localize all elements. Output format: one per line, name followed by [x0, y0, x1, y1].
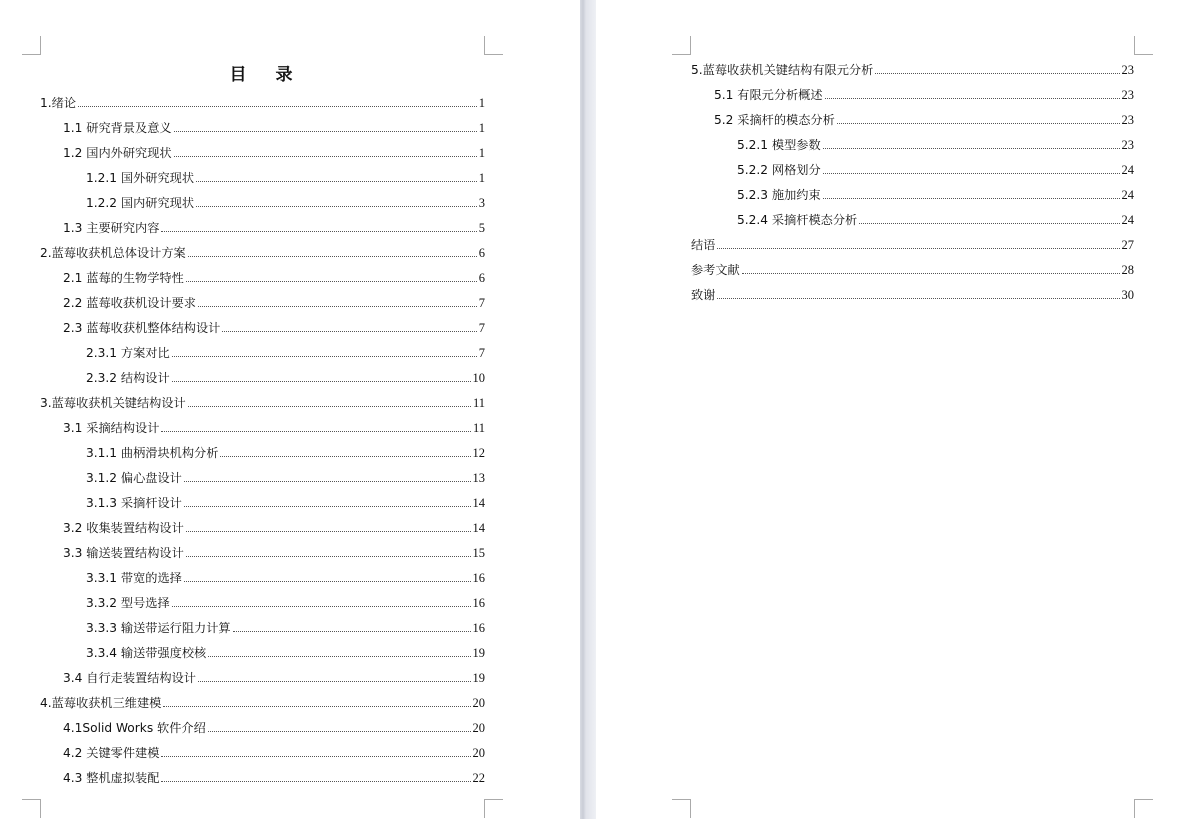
- toc-page-number: 19: [472, 671, 485, 685]
- toc-page-number: 24: [1121, 213, 1134, 227]
- toc-dot-leader: [208, 731, 471, 732]
- toc-entry[interactable]: [40, 461, 485, 486]
- page-corner-mark: [672, 799, 691, 818]
- toc-entry-label: 1.3 主要研究内容: [63, 221, 160, 235]
- document-page-right: [596, 0, 1204, 819]
- toc-entry-label: 5.1 有限元分析概述: [714, 88, 823, 102]
- toc-entry[interactable]: [40, 386, 485, 411]
- toc-entry-label: 3.1.3 采摘杆设计: [86, 496, 182, 510]
- toc-entry[interactable]: [691, 253, 1134, 278]
- toc-entry[interactable]: [40, 511, 485, 536]
- toc-dot-leader: [186, 281, 477, 282]
- toc-entry-label: 3.1.2 偏心盘设计: [86, 471, 182, 485]
- toc-dot-leader: [823, 173, 1120, 174]
- toc-dot-leader: [174, 131, 477, 132]
- toc-entry[interactable]: [40, 711, 485, 736]
- toc-dot-leader: [172, 606, 471, 607]
- page-corner-mark: [22, 36, 41, 55]
- toc-page-number: 12: [472, 446, 485, 460]
- toc-entry[interactable]: [691, 53, 1134, 78]
- toc-entry-label: 3.1 采摘结构设计: [63, 421, 160, 435]
- toc-page-number: 16: [472, 621, 485, 635]
- toc-page-number: 6: [478, 246, 485, 260]
- toc-entry-label: 4.3 整机虚拟装配: [63, 771, 160, 785]
- toc-dot-leader: [186, 556, 471, 557]
- page-corner-mark: [484, 799, 503, 818]
- toc-page-number: 11: [472, 421, 485, 435]
- toc-page-number: 1: [478, 121, 485, 135]
- toc-entry[interactable]: [40, 236, 485, 261]
- toc-entry[interactable]: [40, 636, 485, 661]
- document-page-left: [0, 0, 580, 819]
- toc-entry-label: 2.3.2 结构设计: [86, 371, 170, 385]
- toc-dot-leader: [188, 406, 471, 407]
- page-corner-mark: [672, 36, 691, 55]
- toc-dot-leader: [198, 681, 471, 682]
- toc-page-number: 1: [478, 146, 485, 160]
- toc-dot-leader: [825, 98, 1120, 99]
- toc-page-number: 3: [478, 196, 485, 210]
- toc-entry[interactable]: [691, 103, 1134, 128]
- toc-page-number: 23: [1121, 138, 1134, 152]
- toc-entry[interactable]: [691, 153, 1134, 178]
- toc-entry-label: 2.3 蓝莓收获机整体结构设计: [63, 321, 221, 335]
- toc-page-number: 5: [478, 221, 485, 235]
- toc-entry-label: 1.2.1 国外研究现状: [86, 171, 195, 185]
- toc-page-number: 7: [478, 296, 485, 310]
- toc-entry-label: 5.2.3 施加约束: [737, 188, 821, 202]
- toc-page-number: 16: [472, 571, 485, 585]
- page-corner-mark: [22, 799, 41, 818]
- toc-entry-label: 2.1 蓝莓的生物学特性: [63, 271, 184, 285]
- toc-dot-leader: [717, 298, 1119, 299]
- toc-entry[interactable]: [40, 261, 485, 286]
- toc-entry[interactable]: [40, 361, 485, 386]
- toc-title: 目 录: [229, 65, 299, 85]
- toc-dot-leader: [222, 331, 476, 332]
- toc-page-number: 30: [1121, 288, 1134, 302]
- toc-entry[interactable]: [40, 311, 485, 336]
- toc-entry[interactable]: [40, 611, 485, 636]
- toc-entry-label: 5.蓝莓收获机关键结构有限元分析: [691, 63, 874, 77]
- toc-entry-label: 2.蓝莓收获机总体设计方案: [40, 246, 186, 260]
- toc-entry-label: 3.3.2 型号选择: [86, 596, 170, 610]
- toc-page-number: 20: [472, 721, 485, 735]
- toc-entry-label: 3.3 输送装置结构设计: [63, 546, 184, 560]
- toc-dot-leader: [742, 273, 1120, 274]
- toc-dot-leader: [186, 531, 471, 532]
- toc-dot-leader: [220, 456, 470, 457]
- page-corner-mark: [1134, 799, 1153, 818]
- toc-entry[interactable]: [40, 586, 485, 611]
- toc-entry[interactable]: [691, 203, 1134, 228]
- toc-entry[interactable]: [40, 486, 485, 511]
- toc-entry[interactable]: [40, 536, 485, 561]
- toc-entry[interactable]: [40, 286, 485, 311]
- toc-page-number: 10: [472, 371, 485, 385]
- toc-dot-leader: [859, 223, 1119, 224]
- toc-dot-leader: [161, 781, 470, 782]
- toc-entry[interactable]: [40, 336, 485, 361]
- toc-dot-leader: [78, 106, 477, 107]
- toc-entry-label: 3.1.1 曲柄滑块机构分析: [86, 446, 219, 460]
- toc-entry-label: 参考文献: [691, 263, 740, 277]
- page-corner-mark: [1134, 36, 1153, 55]
- toc-entry-label: 1.2 国内外研究现状: [63, 146, 172, 160]
- page-corner-mark: [484, 36, 503, 55]
- toc-dot-leader: [823, 198, 1120, 199]
- toc-entry[interactable]: [40, 761, 485, 786]
- toc-dot-leader: [172, 356, 477, 357]
- toc-entry[interactable]: [691, 78, 1134, 103]
- toc-entry[interactable]: [40, 411, 485, 436]
- toc-entry-label: 3.2 收集装置结构设计: [63, 521, 184, 535]
- toc-dot-leader: [196, 181, 477, 182]
- toc-page-number: 13: [472, 471, 485, 485]
- toc-entry-label: 3.蓝莓收获机关键结构设计: [40, 396, 186, 410]
- toc-dot-leader: [184, 581, 471, 582]
- toc-list-left: [40, 86, 485, 786]
- toc-entry[interactable]: [40, 436, 485, 461]
- toc-entry[interactable]: [691, 228, 1134, 253]
- toc-dot-leader: [184, 506, 471, 507]
- toc-entry[interactable]: [40, 661, 485, 686]
- toc-entry[interactable]: [40, 136, 485, 161]
- toc-entry-label: 4.2 关键零件建模: [63, 746, 160, 760]
- toc-page-number: 24: [1121, 163, 1134, 177]
- toc-entry[interactable]: [40, 736, 485, 761]
- toc-page-number: 27: [1121, 238, 1134, 252]
- toc-dot-leader: [717, 248, 1119, 249]
- toc-dot-leader: [161, 431, 471, 432]
- toc-dot-leader: [188, 256, 477, 257]
- toc-list-right: [691, 53, 1134, 303]
- toc-entry[interactable]: [40, 211, 485, 236]
- toc-dot-leader: [172, 381, 471, 382]
- toc-dot-leader: [208, 656, 470, 657]
- toc-dot-leader: [184, 481, 471, 482]
- toc-entry-label: 3.3.3 输送带运行阻力计算: [86, 621, 231, 635]
- toc-dot-leader: [875, 73, 1119, 74]
- toc-entry[interactable]: [40, 161, 485, 186]
- toc-dot-leader: [174, 156, 477, 157]
- page-gutter: [580, 0, 596, 819]
- toc-entry-label: 2.3.1 方案对比: [86, 346, 170, 360]
- toc-page-number: 7: [478, 321, 485, 335]
- toc-entry[interactable]: [691, 128, 1134, 153]
- toc-page-number: 1: [478, 171, 485, 185]
- toc-entry-label: 3.3.4 输送带强度校核: [86, 646, 207, 660]
- toc-entry[interactable]: [691, 178, 1134, 203]
- toc-page-number: 23: [1121, 113, 1134, 127]
- toc-page-number: 23: [1121, 88, 1134, 102]
- toc-page-number: 19: [472, 646, 485, 660]
- toc-dot-leader: [823, 148, 1120, 149]
- toc-page-number: 24: [1121, 188, 1134, 202]
- toc-entry-label: 3.3.1 带宽的选择: [86, 571, 182, 585]
- toc-page-number: 14: [472, 521, 485, 535]
- toc-page-number: 20: [472, 696, 485, 710]
- toc-entry-label: 致谢: [691, 288, 716, 302]
- toc-entry-label: 5.2.2 网格划分: [737, 163, 821, 177]
- toc-page-number: 23: [1121, 63, 1134, 77]
- toc-entry-label: 3.4 自行走装置结构设计: [63, 671, 196, 685]
- toc-entry-label: 5.2 采摘杆的模态分析: [714, 113, 835, 127]
- toc-page-number: 15: [472, 546, 485, 560]
- toc-dot-leader: [161, 231, 476, 232]
- toc-page-number: 11: [472, 396, 485, 410]
- toc-entry-label: 5.2.1 模型参数: [737, 138, 821, 152]
- toc-entry-label: 1.1 研究背景及意义: [63, 121, 172, 135]
- toc-entry-label: 4.蓝莓收获机三维建模: [40, 696, 162, 710]
- toc-entry[interactable]: [40, 186, 485, 211]
- toc-entry[interactable]: [40, 561, 485, 586]
- toc-page-number: 20: [472, 746, 485, 760]
- toc-page-number: 7: [478, 346, 485, 360]
- toc-dot-leader: [163, 706, 470, 707]
- toc-entry[interactable]: [40, 111, 485, 136]
- toc-dot-leader: [837, 123, 1120, 124]
- toc-entry[interactable]: [40, 686, 485, 711]
- toc-entry-label: 2.2 蓝莓收获机设计要求: [63, 296, 196, 310]
- toc-dot-leader: [161, 756, 470, 757]
- toc-dot-leader: [196, 206, 477, 207]
- toc-entry[interactable]: [40, 86, 485, 111]
- toc-page-number: 1: [478, 96, 485, 110]
- toc-dot-leader: [198, 306, 477, 307]
- toc-entry[interactable]: [691, 278, 1134, 303]
- toc-page-number: 16: [472, 596, 485, 610]
- toc-page-number: 6: [478, 271, 485, 285]
- toc-page-number: 22: [472, 771, 485, 785]
- toc-entry-label: 5.2.4 采摘杆模态分析: [737, 213, 858, 227]
- toc-dot-leader: [233, 631, 471, 632]
- toc-page-number: 14: [472, 496, 485, 510]
- toc-entry-label: 结语: [691, 238, 716, 252]
- toc-page-number: 28: [1121, 263, 1134, 277]
- toc-entry-label: 1.绪论: [40, 96, 77, 110]
- toc-entry-label: 1.2.2 国内研究现状: [86, 196, 195, 210]
- toc-entry-label: 4.1Solid Works 软件介绍: [63, 721, 206, 735]
